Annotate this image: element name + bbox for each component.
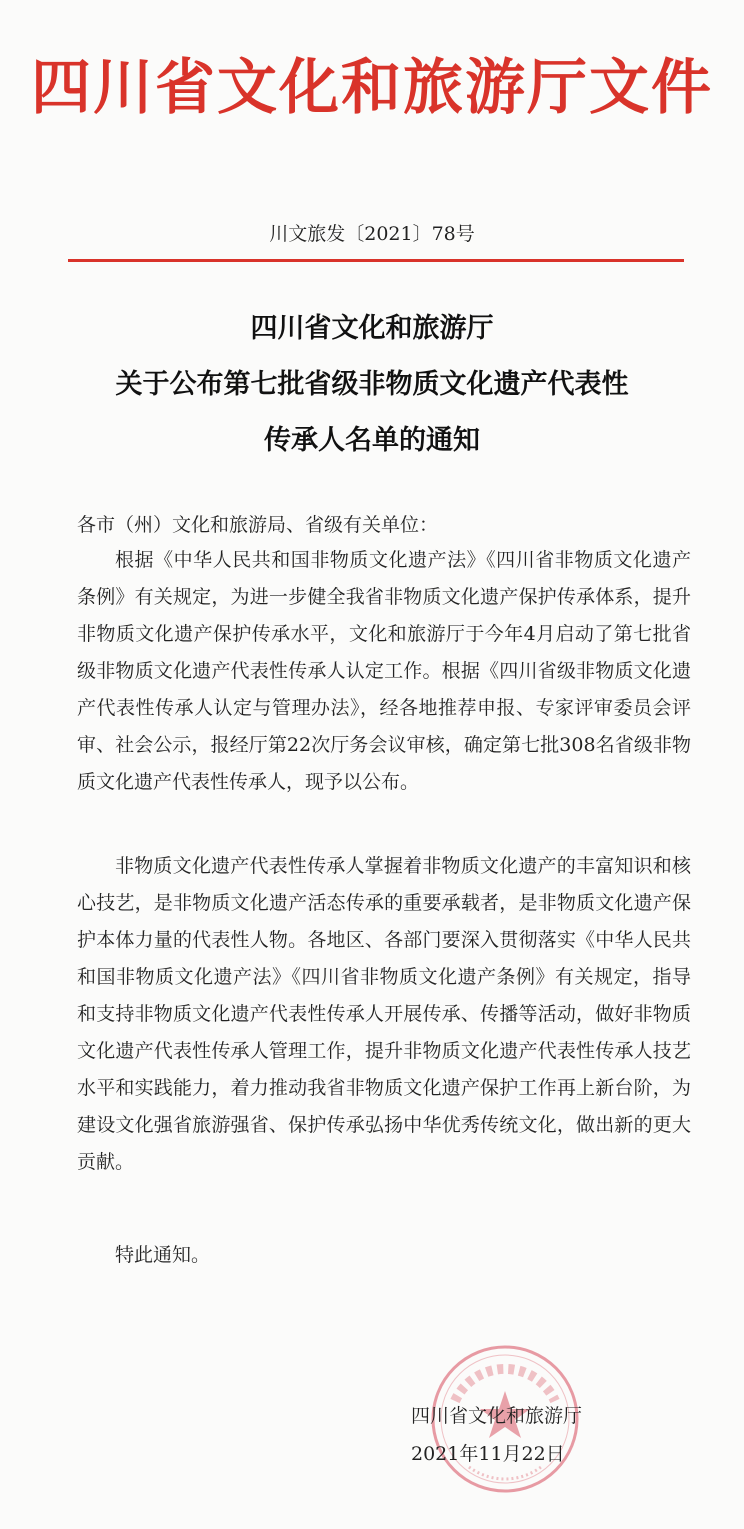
masthead-title: 四川省文化和旅游厅文件: [31, 53, 713, 123]
signature-date: 2021年11月22日: [411, 1443, 565, 1465]
seal-bottom-code-decoration: [469, 1467, 541, 1479]
closing-line: 特此通知。: [115, 1244, 211, 1266]
document-number: 川文旅发〔2021〕78号: [269, 223, 475, 245]
signature-organization: 四川省文化和旅游厅: [411, 1405, 583, 1427]
title-line-3: 传承人名单的通知: [264, 425, 480, 456]
title-line-2: 关于公布第七批省级非物质文化遗产代表性: [115, 369, 629, 400]
title-line-1: 四川省文化和旅游厅: [250, 313, 494, 344]
addressee: 各市（州）文化和旅游局、省级有关单位：: [77, 514, 439, 536]
body-paragraph-1: 根据《中华人民共和国非物质文化遗产法》《四川省非物质文化遗产条例》有关规定，为进一步健全我省非物质文化遗产保护传承体系，提升非物质文化遗产保护传承水平，文化和旅游厅于今年4月启动了第七批省级非物质文化遗产代表性传承人认定工作。根据《四川省级非物质文化遗产代表性传承人认定与管理办法》，经各地推荐申报、专家评审委员会评审、社会公示，报经厅第22次厅务会议审核，确定第七批308名省级非物质文化遗产代表性传承人，现予以公布。: [77, 549, 691, 793]
body-paragraph-2: 非物质文化遗产代表性传承人掌握着非物质文化遗产的丰富知识和核心技艺，是非物质文化遗产活态传承的重要承载者，是非物质文化遗产保护本体力量的代表性人物。各地区、各部门要深入贯彻落实《中华人民共和国非物质文化遗产法》《四川省非物质文化遗产条例》有关规定，指导和支持非物质文化遗产代表性传承人开展传承、传播等活动，做好非物质文化遗产代表性传承人管理工作，提升非物质文化遗产代表性传承人技艺水平和实践能力，着力推动我省非物质文化遗产保护工作再上新台阶，为建设文化强省旅游强省、保护传承弘扬中华优秀传统文化，做出新的更大贡献。: [77, 855, 691, 1173]
red-divider: [68, 259, 684, 262]
